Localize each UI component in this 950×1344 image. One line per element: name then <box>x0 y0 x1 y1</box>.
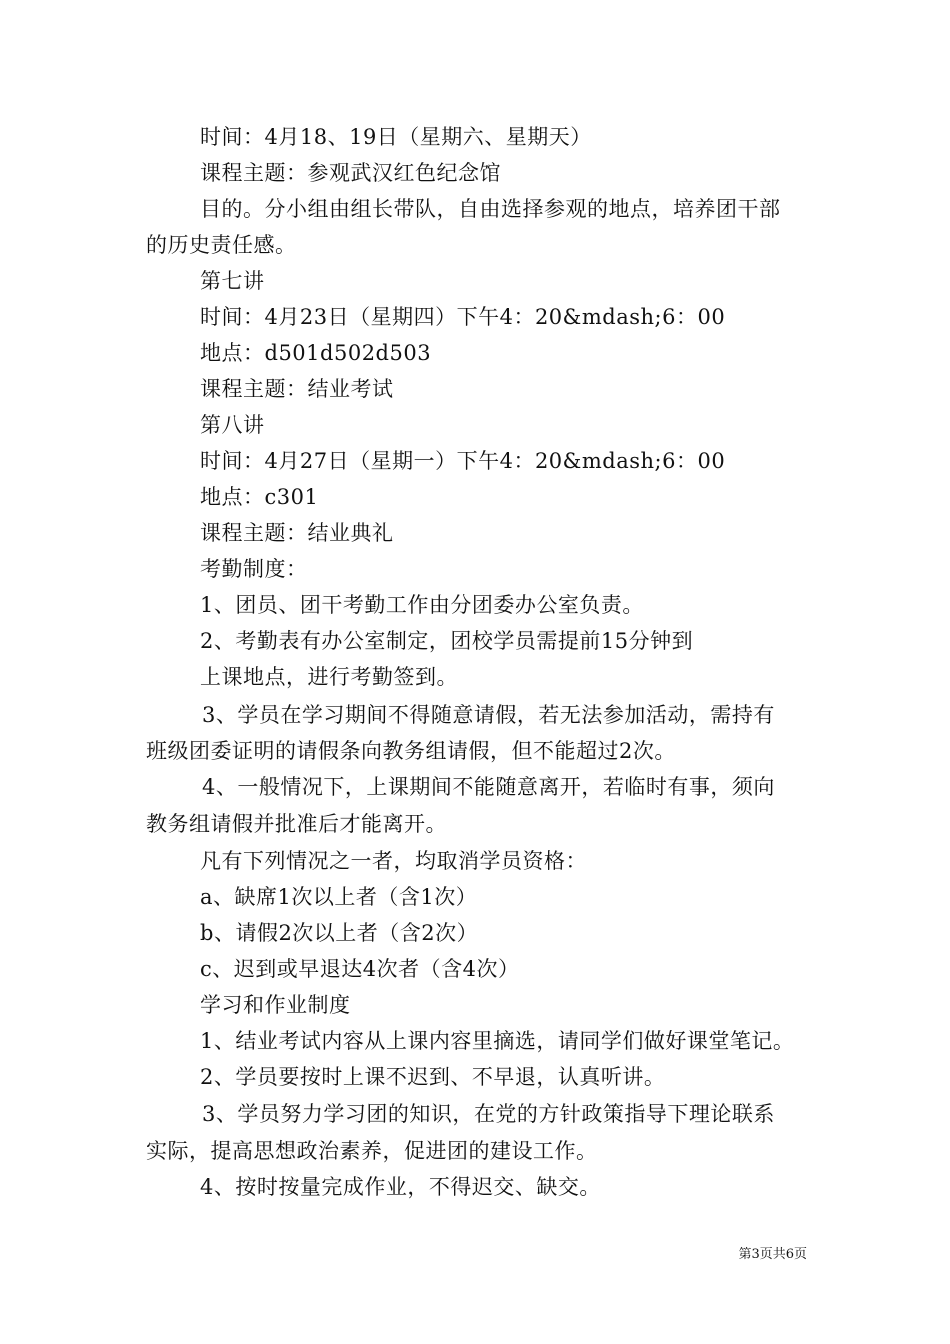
text-line: 课程主题：结业典礼 <box>200 521 394 545</box>
text-line: 1、团员、团干考勤工作由分团委办公室负责。 <box>200 593 644 617</box>
text-line: 教务组请假并批准后才能离开。 <box>146 812 447 836</box>
text-line: 时间：4月23日（星期四）下午4：20&mdash;6：00 <box>200 305 726 329</box>
text-line: c、迟到或早退达4次者（含4次） <box>200 957 520 981</box>
text-line: 2、学员要按时上课不迟到、不早退，认真听讲。 <box>200 1065 666 1089</box>
text-line: b、请假2次以上者（含2次） <box>200 921 479 945</box>
text-line: 凡有下列情况之一者，均取消学员资格： <box>200 849 587 873</box>
page-footer: 第3页共6页 <box>738 1247 807 1262</box>
text-line: 课程主题：参观武汉红色纪念馆 <box>200 161 501 185</box>
text-line: 地点：d501d502d503 <box>200 341 432 365</box>
section-heading: 考勤制度： <box>200 557 308 581</box>
text-line: 实际，提高思想政治素养，促进团的建设工作。 <box>146 1139 598 1163</box>
text-line: 4、按时按量完成作业，不得迟交、缺交。 <box>200 1175 601 1199</box>
section-heading: 第八讲 <box>200 413 265 437</box>
text-line: 3、学员努力学习团的知识，在党的方针政策指导下理论联系 <box>202 1102 775 1126</box>
text-line: 的历史责任感。 <box>146 233 297 257</box>
text-line: 时间：4月27日（星期一）下午4：20&mdash;6：00 <box>200 449 726 473</box>
text-line: 上课地点，进行考勤签到。 <box>200 665 458 689</box>
text-line: 课程主题：结业考试 <box>200 377 394 401</box>
section-heading: 学习和作业制度 <box>200 993 351 1017</box>
text-line: a、缺席1次以上者（含1次） <box>200 885 478 909</box>
text-line: 时间：4月18、19日（星期六、星期天） <box>200 125 592 149</box>
text-line: 4、一般情况下，上课期间不能随意离开，若临时有事，须向 <box>202 775 775 799</box>
text-line: 目的。分小组由组长带队，自由选择参观的地点，培养团干部 <box>200 197 781 221</box>
text-line: 地点：c301 <box>200 485 319 509</box>
section-heading: 第七讲 <box>200 269 265 293</box>
text-line: 1、结业考试内容从上课内容里摘选，请同学们做好课堂笔记。 <box>200 1029 795 1053</box>
text-line: 2、考勤表有办公室制定，团校学员需提前15分钟到 <box>200 629 694 653</box>
text-line: 3、学员在学习期间不得随意请假，若无法参加活动，需持有 <box>202 703 775 727</box>
text-line: 班级团委证明的请假条向教务组请假，但不能超过2次。 <box>146 739 676 763</box>
